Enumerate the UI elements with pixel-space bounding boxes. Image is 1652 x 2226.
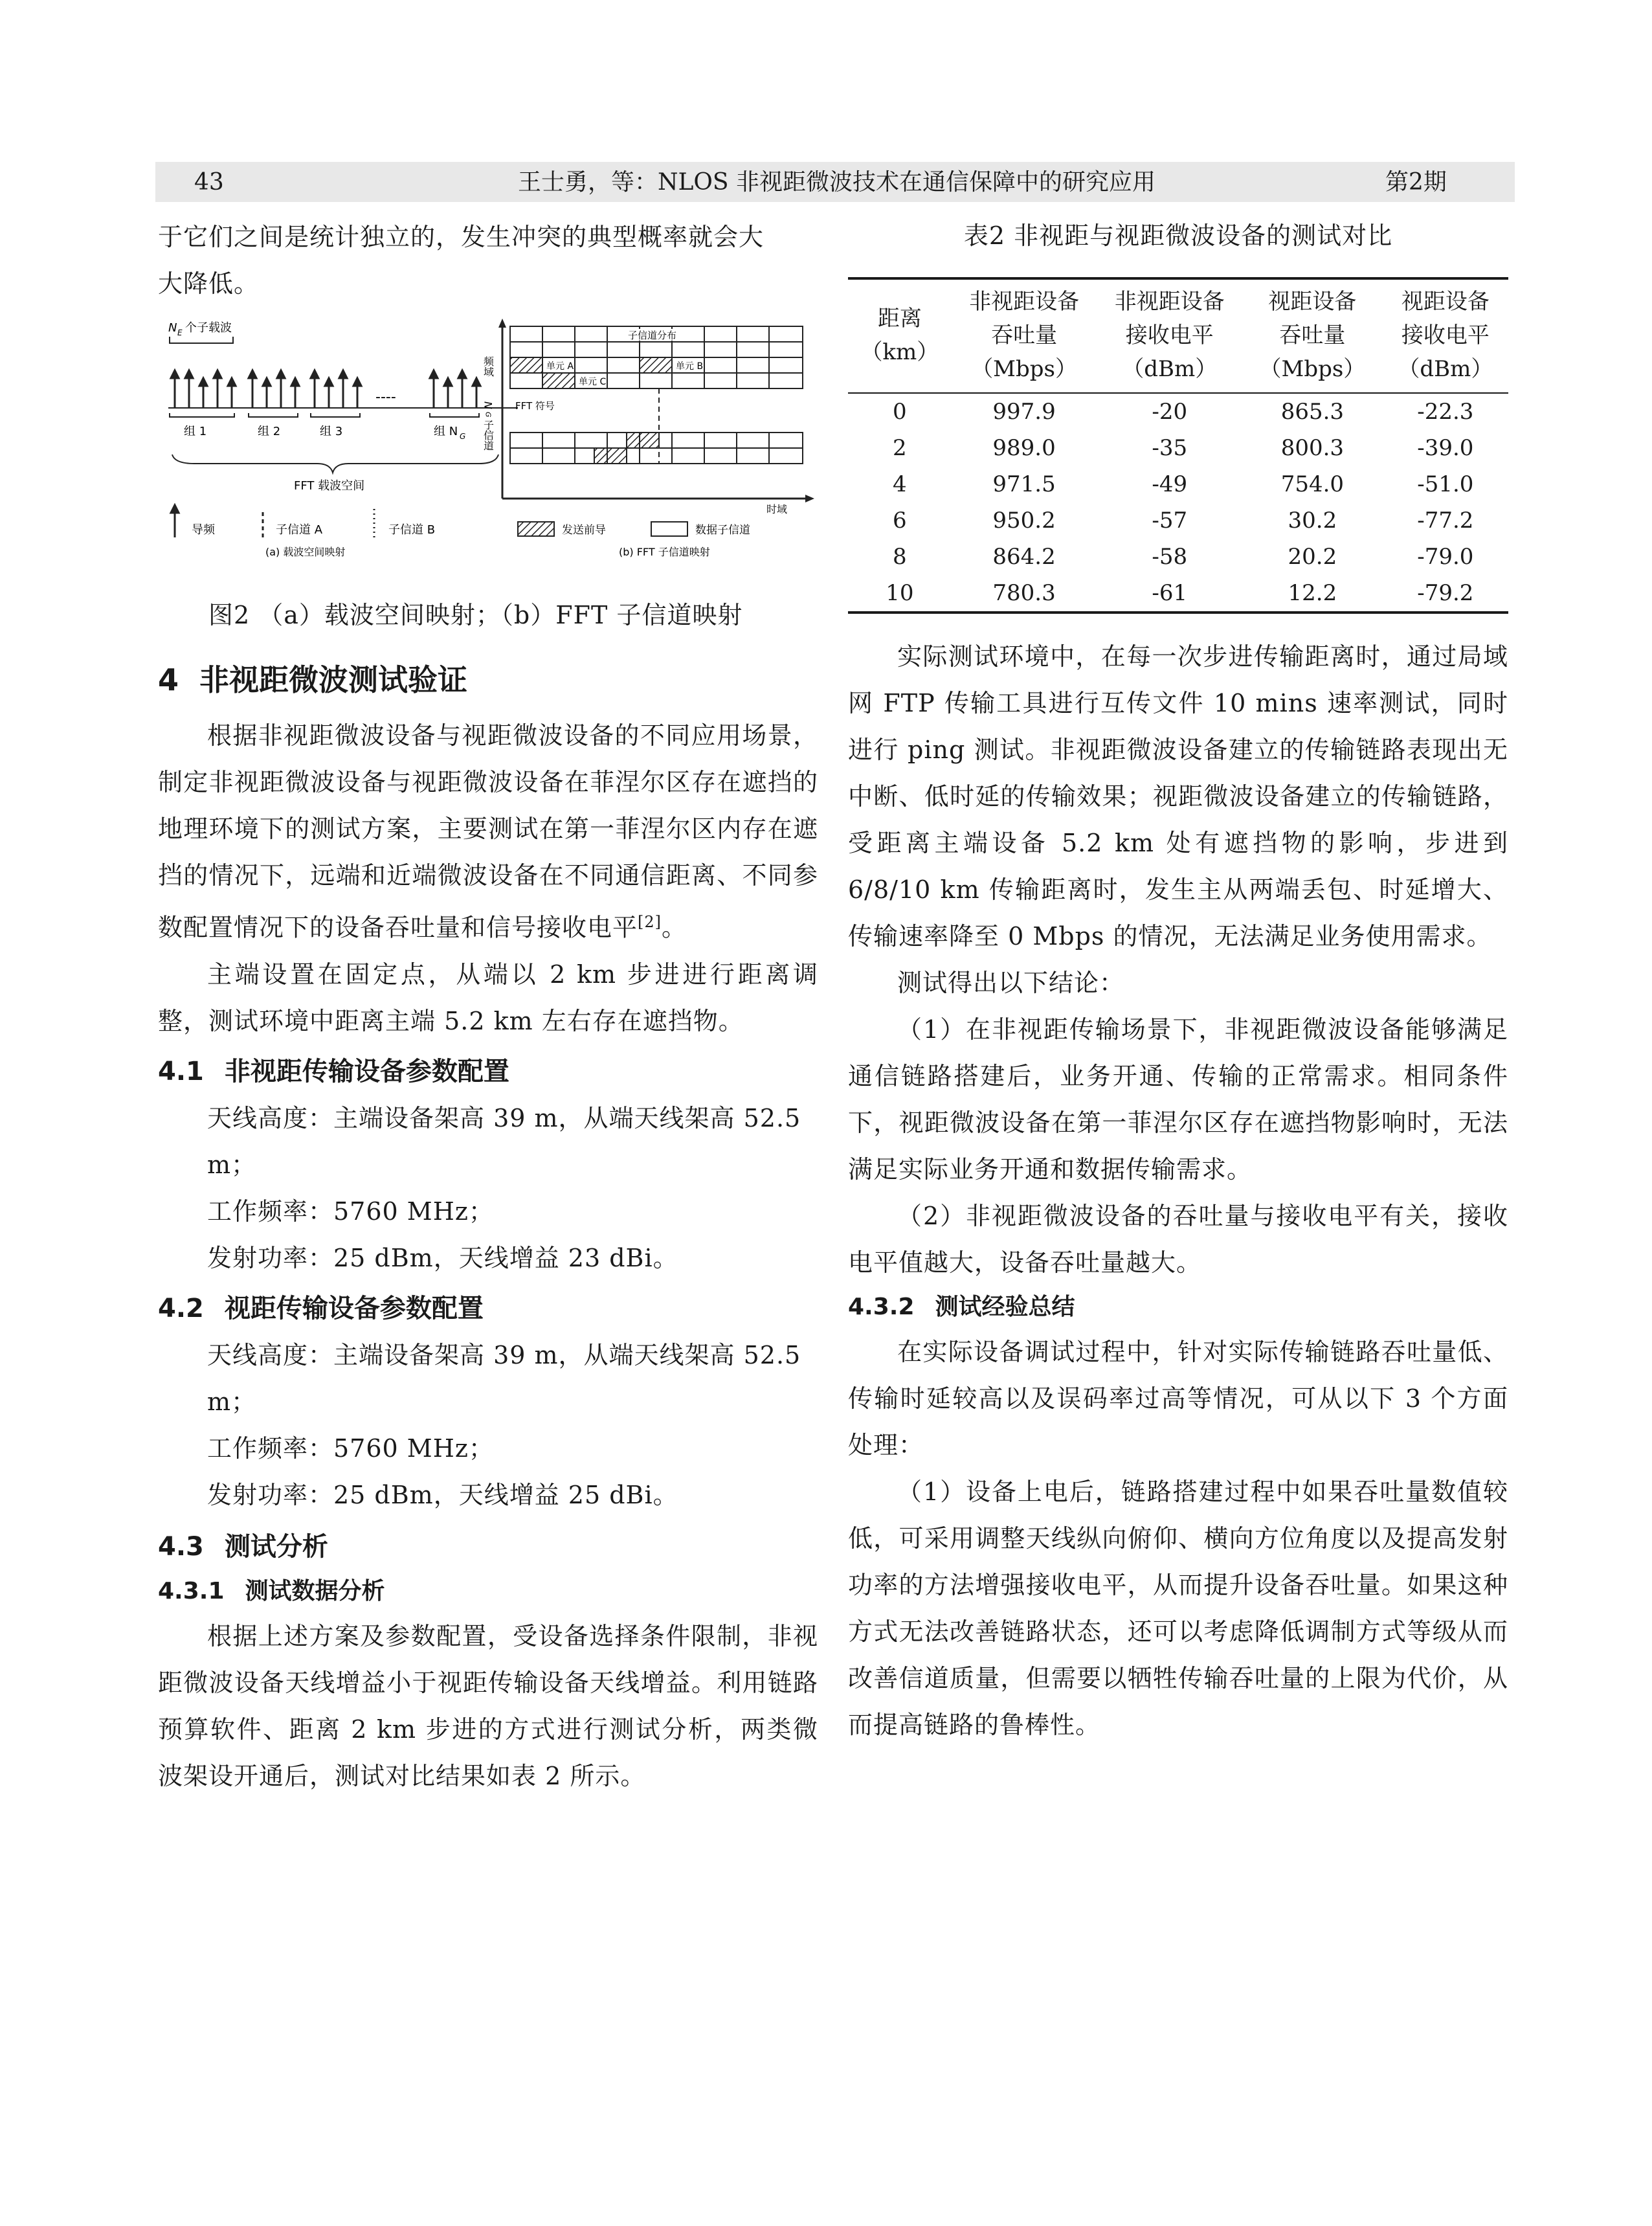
th-nlos-throughput-line-2: 吞吐量 (991, 322, 1058, 348)
paragraph-conclusion-2: （2）非视距微波设备的吞吐量与接收电平有关，接收电平值越大，设备吞吐量越大。 (848, 1202, 1508, 1277)
table-cell: -61 (1152, 580, 1188, 606)
th-nlos-level (1097, 278, 1242, 393)
figure-2b (482, 319, 815, 558)
fig-a-legend-pilot: 导频 (192, 523, 215, 537)
table-cell: 989.0 (992, 435, 1056, 461)
citation-ref-2: [2] (638, 913, 662, 931)
th-los-throughput-line-2: 吞吐量 (1279, 322, 1346, 348)
fig-a-group-3: 组 3 (320, 425, 343, 438)
fig-a-space-label: FFT 载波空间 (294, 479, 365, 493)
table-cell: 800.3 (1280, 435, 1345, 461)
section-4-2-title: 视距传输设备参数配置 (224, 1293, 484, 1323)
table-row (848, 539, 1508, 575)
table-cell: -49 (1152, 471, 1188, 497)
table-2-caption: 表2 非视距与视距微波设备的测试对比 (963, 221, 1393, 250)
fig-a-legend-a: 子信道 A (276, 523, 323, 537)
section-4-3-heading (158, 1523, 818, 1570)
paragraph-test-data-analysis: 根据上述方案及参数配置，受设备选择条件限制，非视距微波设备天线增益小于视距传输设备天线增益。利用链路预算软件、距离 2 km 步进的方式进行测试分析，两类微波架设开通后，测试对比结果如表 2 所示。 (158, 1621, 818, 1790)
section-4-number: 4 (158, 662, 179, 697)
section-4-3-1-number: 4.3.1 (158, 1577, 225, 1604)
section-4-heading (158, 654, 818, 706)
section-4-3-2-heading (848, 1286, 1508, 1329)
table-cell: -39.0 (1417, 435, 1474, 461)
table-cell: 997.9 (992, 399, 1056, 425)
paragraph-conclusion-1: （1）在非视距传输场景下，非视距微波设备能够满足通信链路搭建后，业务开通、传输的正常需求。相同条件下，视距微波设备在第一菲涅尔区存在遮挡物影响时，无法满足实际业务开通和数据传输需求。 (848, 1015, 1508, 1184)
table-cell: 8 (893, 544, 907, 570)
fig-a-legend-icons (171, 505, 179, 537)
section-4-1-number: 4.1 (158, 1056, 204, 1086)
paragraph-conclusion-intro: 测试得出以下结论： (897, 969, 1125, 997)
table-header-row (848, 278, 1508, 393)
fig-b-hatch-lower-1 (627, 433, 659, 448)
fig-b-time-label: 时域 (766, 503, 788, 515)
fig-b-x-arrow (805, 495, 814, 502)
table-cell: 10 (886, 580, 914, 606)
th-distance-line-1: 距离 (877, 306, 922, 332)
fig-b-title: 子信道分布 (628, 330, 677, 341)
table-cell: 20.2 (1288, 544, 1337, 570)
th-los-level-line-2: 接收电平 (1401, 322, 1490, 348)
th-nlos-throughput-line-1: 非视距设备 (969, 289, 1080, 315)
figure-2a (168, 321, 518, 558)
table-cell: -35 (1152, 435, 1188, 461)
figure-2-caption: 图2 （a）载波空间映射；（b）FFT 子信道映射 (208, 601, 743, 629)
nlos-antenna-height: 天线高度：主端设备架高 39 m，从端天线架高 52.5 m； (207, 1103, 801, 1179)
fig-a-top-bracket (170, 337, 233, 343)
section-4-2-number: 4.2 (158, 1293, 204, 1323)
table-cell: -57 (1152, 508, 1188, 534)
section-4-3-1-heading (158, 1570, 818, 1613)
fig-b-legend-data: 数据子信道 (695, 524, 750, 537)
section-4-title: 非视距微波测试验证 (199, 662, 468, 697)
fig-b-hatch-lower-2 (594, 448, 627, 464)
fig-a-caption: (a) 载波空间映射 (265, 546, 346, 558)
los-frequency: 工作频率：5760 MHz； (207, 1433, 494, 1463)
paragraph-experience-1: （1）设备上电后，链路搭建过程中如果吞吐量数值较低，可采用调整天线纵向俯仰、横向方位角度以及提高发射功率的方法增强接收电平，从而提升设备吞吐量。如果这种方式无法改善链路状态，还可以考虑降低调制方式等级从而改善信道质量，但需要以牺牲传输吞吐量的上限为代价，从而提高链路的鲁棒性。 (848, 1478, 1508, 1739)
fig-b-hatch-b (640, 357, 672, 373)
los-antenna-height: 天线高度：主端设备架高 39 m，从端天线架高 52.5 m； (207, 1340, 801, 1416)
section-4-1-heading (158, 1048, 818, 1095)
running-title: 王士勇，等：NLOS 非视距微波技术在通信保障中的研究应用 (518, 169, 1156, 196)
paragraph-test-scheme (158, 712, 818, 951)
table-cell: 971.5 (992, 471, 1056, 497)
fig-b-ng-label: N (482, 401, 495, 409)
table-row (848, 502, 1508, 539)
th-distance (848, 278, 952, 393)
paragraph-test-scheme-end: 。 (662, 913, 687, 942)
paragraph-test-scheme-text: 根据非视距微波设备与视距微波设备的不同应用场景，制定非视距微波设备与视距微波设备在菲涅尔区存在遮挡的地理环境下的测试方案，主要测试在第一菲涅尔区内存在遮挡的情况下，远端和近端微波设备在不同通信距离、不同参数配置情况下的设备吞吐量和信号接收电平 (158, 721, 818, 942)
table-cell: 6 (893, 508, 907, 534)
fig-b-fft-symbol: FFT 符号 (515, 400, 555, 412)
fig-b-ng-sub: G (484, 412, 493, 418)
table-cell: -77.2 (1417, 508, 1474, 534)
table-cell: 865.3 (1280, 399, 1345, 425)
table-cell: 864.2 (992, 544, 1056, 570)
fig-a-arrows (171, 370, 480, 408)
fig-b-ng-text: 子信道 (482, 420, 495, 451)
fig-b-y-arrow (498, 319, 506, 328)
fig-a-space-bracket (172, 455, 498, 473)
fig-a-group-n-sub: G (460, 432, 466, 441)
fig-a-group-1: 组 1 (184, 425, 207, 438)
fig-a-group-2: 组 2 (258, 425, 281, 438)
th-nlos-throughput (952, 278, 1097, 393)
fig-a-ne-sub: E (177, 328, 183, 337)
right-column (848, 218, 1508, 1748)
fig-b-hatch-a (510, 357, 542, 373)
section-4-1-title: 非视距传输设备参数配置 (224, 1056, 509, 1086)
section-4-3-2-number: 4.3.2 (848, 1294, 915, 1320)
table-cell: -79.0 (1417, 544, 1474, 570)
fig-b-legend-preamble: 发送前导 (562, 524, 606, 537)
paragraph-test-environment: 实际测试环境中，在每一次步进传输距离时，通过局域网 FTP 传输工具进行互传文件 10 mins 速率测试，同时进行 ping 测试。非视距微波设备建立的传输链路表现出无中断、低时延的传输效果；视距微波设备建立的传输链路，受距离主端设备 5.2 km 处有遮挡物的影响，步进到 6/8/10 km 传输距离时，发生主从两端丢包、时延增大、传输速率降至 0 Mbps 的情况，无法满足业务使用需求。 (848, 642, 1508, 950)
fig-b-caption: (b) FFT 子信道映射 (619, 546, 710, 558)
th-nlos-level-line-3: （dBm） (1122, 356, 1218, 382)
fig-b-hatch-c (542, 373, 575, 388)
th-los-level (1383, 278, 1508, 393)
section-4-2-heading (158, 1285, 818, 1332)
section-4-3-title: 测试分析 (224, 1531, 328, 1562)
issue-number: 第2期 (1385, 169, 1447, 196)
table-row (848, 466, 1508, 502)
fig-b-unit-b: 单元 B (676, 361, 704, 372)
table-cell: -58 (1152, 544, 1188, 570)
th-los-level-line-3: （dBm） (1398, 356, 1493, 382)
los-power: 发射功率：25 dBm，天线增益 25 dBi。 (207, 1480, 678, 1509)
page-number: 43 (194, 169, 224, 196)
intro-line-1: 于它们之间是统计独立的，发生冲突的典型概率就会大 (158, 223, 765, 251)
fig-b-freq-label: 频域 (482, 356, 495, 377)
section-4-3-number: 4.3 (158, 1531, 204, 1562)
th-los-level-line-1: 视距设备 (1401, 289, 1490, 315)
left-column (158, 214, 818, 307)
table-row (848, 575, 1508, 613)
th-los-throughput-line-3: （Mbps） (1259, 356, 1366, 382)
fig-b-unit-c: 单元 C (579, 377, 607, 387)
table-cell: 0 (893, 399, 907, 425)
fig-a-legend-b: 子信道 B (388, 523, 436, 537)
fig-b-unit-a: 单元 A (546, 361, 574, 372)
table-cell: 2 (893, 435, 907, 461)
th-nlos-level-line-1: 非视距设备 (1114, 289, 1225, 315)
nlos-frequency: 工作频率：5760 MHz； (207, 1197, 494, 1226)
table-cell: -22.3 (1417, 399, 1474, 425)
table-cell: 754.0 (1280, 471, 1345, 497)
th-los-throughput-line-1: 视距设备 (1268, 289, 1357, 315)
table-row (848, 430, 1508, 466)
table-cell: 780.3 (992, 580, 1056, 606)
table-cell: -51.0 (1417, 471, 1474, 497)
fig-a-ne-text: 个子载波 (185, 321, 232, 335)
table-2 (848, 277, 1508, 614)
left-column-body (158, 654, 818, 1799)
table-cell: 950.2 (992, 508, 1056, 534)
fig-a-dashes: ---- (375, 389, 396, 405)
figure-2 (155, 311, 829, 570)
fig-a-ne-label: N (168, 321, 177, 335)
th-nlos-level-line-2: 接收电平 (1125, 322, 1214, 348)
table-row (848, 393, 1508, 430)
th-nlos-throughput-line-3: （Mbps） (971, 356, 1077, 382)
th-distance-line-2: （km） (860, 339, 939, 365)
table-cell: -79.2 (1417, 580, 1474, 606)
table-cell: 12.2 (1288, 580, 1337, 606)
paragraph-experience-intro: 在实际设备调试过程中，针对实际传输链路吞吐量低、传输时延较高以及误码率过高等情况，可从以下 3 个方面处理： (848, 1338, 1508, 1459)
nlos-power: 发射功率：25 dBm，天线增益 23 dBi。 (207, 1243, 678, 1272)
section-4-3-1-title: 测试数据分析 (245, 1577, 385, 1604)
intro-line-2: 大降低。 (158, 269, 260, 298)
section-4-3-2-title: 测试经验总结 (935, 1294, 1075, 1320)
table-cell: -20 (1152, 399, 1188, 425)
fig-a-group-n: 组 N (434, 425, 458, 438)
fig-b-legend-preamble-icon (518, 522, 554, 536)
paragraph-master-setup: 主端设置在固定点，从端以 2 km 步进进行距离调整，测试环境中距离主端 5.2 km 左右存在遮挡物。 (158, 960, 818, 1035)
th-los-throughput (1242, 278, 1383, 393)
fig-b-legend-data-icon (651, 522, 687, 536)
table-cell: 4 (893, 471, 907, 497)
table-cell: 30.2 (1288, 508, 1337, 534)
fig-a-group-brackets (170, 413, 479, 417)
